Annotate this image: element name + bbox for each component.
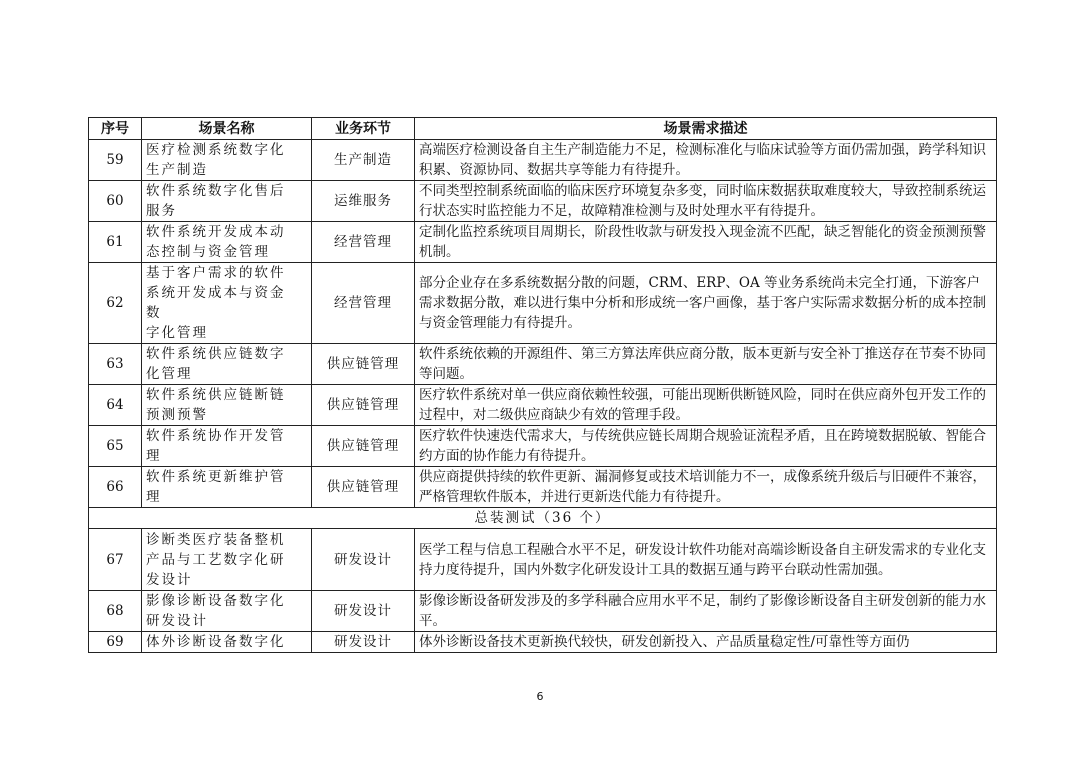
table-row — [89, 140, 997, 181]
row-name: 基于客户需求的软件 系统开发成本与资金 数 字化管理 — [146, 265, 286, 341]
row-no: 64 — [89, 385, 142, 426]
row-name: 诊断类医疗装备整机 产品与工艺数字化研 发设计 — [146, 531, 286, 588]
table-row — [89, 385, 997, 426]
row-no: 69 — [89, 632, 142, 653]
row-stage: 生产制造 — [312, 140, 415, 181]
row-desc: 医学工程与信息工程融合水平不足，研发设计软件功能对高端诊断设备自主研发需求的专业化支持力度待提升，国内外数字化研发设计工具的数据互通与跨平台联动性需加强。 — [419, 541, 986, 578]
row-name: 软件系统更新维护管 理 — [146, 469, 286, 505]
header-stage: 业务环节 — [312, 118, 415, 140]
section-row — [89, 508, 997, 529]
row-no: 66 — [89, 467, 142, 508]
row-no: 62 — [89, 263, 142, 344]
table-row — [89, 529, 997, 591]
table-row — [89, 344, 997, 385]
page-number: 6 — [536, 690, 544, 703]
row-stage: 研发设计 — [312, 591, 415, 632]
header-no: 序号 — [89, 118, 142, 140]
row-desc: 高端医疗检测设备自主生产制造能力不足，检测标准化与临床试验等方面仍需加强，跨学科知识积累、资源协同、数据共享等能力有待提升。 — [419, 142, 986, 178]
table-row — [89, 426, 997, 467]
row-name: 软件系统数字化售后 服务 — [146, 183, 286, 219]
header-name: 场景名称 — [142, 118, 312, 140]
row-name: 软件系统协作开发管 理 — [146, 428, 286, 464]
row-no: 67 — [89, 529, 142, 591]
table-row — [89, 632, 997, 653]
row-name: 软件系统开发成本动 态控制与资金管理 — [146, 224, 286, 260]
row-name: 软件系统供应链数字 化管理 — [146, 346, 286, 382]
row-desc: 部分企业存在多系统数据分散的问题，CRM、ERP、OA 等业务系统尚未完全打通，下游客户需求数据分散，难以进行集中分析和形成统一客户画像，基于客户实际需求数据分析的成本控制与资金管理能力有待提升。 — [419, 275, 986, 331]
row-stage: 供应链管理 — [312, 385, 415, 426]
row-desc: 定制化监控系统项目周期长，阶段性收款与研发投入现金流不匹配，缺乏智能化的资金预测预警机制。 — [419, 224, 986, 260]
row-name: 医疗检测系统数字化 生产制造 — [146, 142, 286, 178]
row-name: 软件系统供应链断链 预测预警 — [146, 387, 286, 423]
table-row — [89, 263, 997, 344]
row-no: 61 — [89, 222, 142, 263]
row-desc: 医疗软件快速迭代需求大，与传统供应链长周期合规验证流程矛盾，且在跨境数据脱敏、智能合约方面的协作能力有待提升。 — [419, 428, 986, 464]
row-desc: 医疗软件系统对单一供应商依赖性较强，可能出现断供断链风险，同时在供应商外包开发工作的过程中，对二级供应商缺少有效的管理手段。 — [419, 387, 986, 423]
row-stage: 供应链管理 — [312, 344, 415, 385]
row-stage: 经营管理 — [312, 222, 415, 263]
row-stage: 研发设计 — [312, 632, 415, 653]
row-stage: 研发设计 — [312, 529, 415, 591]
scenario-table — [88, 117, 997, 653]
row-stage: 运维服务 — [312, 181, 415, 222]
table-row — [89, 467, 997, 508]
row-desc: 体外诊断设备技术更新换代较快，研发创新投入、产品质量稳定性/可靠性等方面仍 — [419, 634, 910, 650]
row-no: 60 — [89, 181, 142, 222]
row-no: 68 — [89, 591, 142, 632]
row-desc: 供应商提供持续的软件更新、漏洞修复或技术培训能力不一，成像系统升级后与旧硬件不兼容，严格管理软件版本，并进行更新迭代能力有待提升。 — [419, 469, 986, 505]
table-row — [89, 591, 997, 632]
row-name: 影像诊断设备数字化 研发设计 — [146, 593, 286, 629]
row-no: 59 — [89, 140, 142, 181]
row-desc: 影像诊断设备研发涉及的多学科融合应用水平不足，制约了影像诊断设备自主研发创新的能力水平。 — [419, 593, 986, 629]
row-stage: 经营管理 — [312, 263, 415, 344]
table-row — [89, 181, 997, 222]
header-desc: 场景需求描述 — [415, 118, 997, 140]
row-stage: 供应链管理 — [312, 426, 415, 467]
table-header-row — [89, 118, 997, 140]
section-title: 总装测试（36 个） — [89, 508, 997, 529]
row-no: 65 — [89, 426, 142, 467]
row-desc: 软件系统依赖的开源组件、第三方算法库供应商分散，版本更新与安全补丁推送存在节奏不协同等问题。 — [419, 346, 986, 382]
row-name: 体外诊断设备数字化 — [146, 634, 286, 650]
row-stage: 供应链管理 — [312, 467, 415, 508]
table-row — [89, 222, 997, 263]
row-desc: 不同类型控制系统面临的临床医疗环境复杂多变，同时临床数据获取难度较大，导致控制系统运行状态实时监控能力不足，故障精准检测与及时处理水平有待提升。 — [419, 183, 986, 219]
row-no: 63 — [89, 344, 142, 385]
